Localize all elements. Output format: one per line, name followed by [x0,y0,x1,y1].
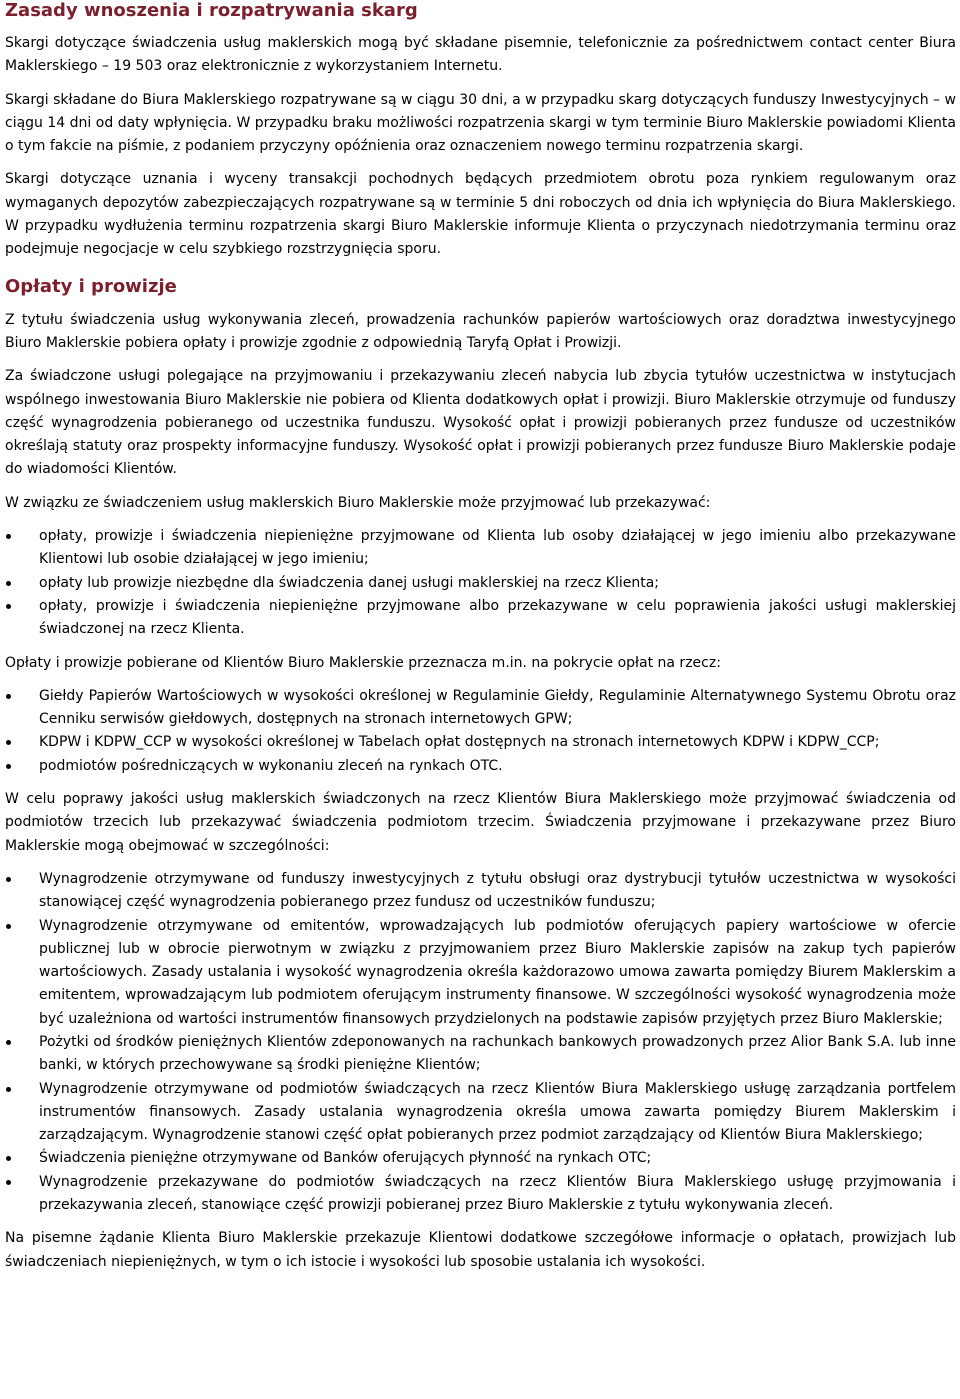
paragraph: Opłaty i prowizje pobierane od Klientów Biuro Maklerskie przeznacza m.in. na pokrycie opłat na rzecz: [5,654,721,671]
list-item: opłaty, prowizje i świadczenia niepieniężne przyjmowane albo przekazywane w celu poprawienia jakości usługi maklerskiej świadczonej na rzecz Klienta. [39,597,956,638]
paragraph: Skargi dotyczące świadczenia usług maklerskich mogą być składane pisemnie, telefonicznie za pośrednictwem contact center Biura Maklerskiego – 19 503 oraz elektronicznie z wykorzystaniem Internetu. [5,35,956,75]
list-item: Świadczenia pieniężne otrzymywane od Banków oferujących płynność na rynkach OTC; [39,1150,652,1167]
list-item: Wynagrodzenie przekazywane do podmiotów świadczących na rzecz Klientów Biura Maklerskiego usługę przyjmowania i przekazywania zleceń, stanowiące część prowizji pobieranej przez Biuro Maklerskie z tytułu wykonywania zleceń. [39,1173,956,1214]
list-item: Wynagrodzenie otrzymywane od podmiotów świadczących na rzecz Klientów Biura Maklerskiego usługę zarządzania portfelem instrumentów finansowych. Zasady ustalania wynagrodzenia określa umowa zawarta pomiędzy Biurem Maklerskim i zarządzającym. Wynagrodzenie stanowi część opłat pobieranych przez podmiot zarządzający od Klientów Biura Maklerskiego; [39,1080,956,1144]
paragraph: W związku ze świadczeniem usług maklerskich Biuro Maklerskie może przyjmować lub przekazywać: [5,494,711,511]
paragraph: Z tytułu świadczenia usług wykonywania zleceń, prowadzenia rachunków papierów wartościowych oraz doradztwa inwestycyjnego Biuro Maklerskie pobiera opłaty i prowizje zgodnie z odpowiednią Taryfą Opłat i Prowizji. [5,311,956,351]
bullet-list [5,525,956,641]
list-item: KDPW i KDPW_CCP w wysokości określonej w Tabelach opłat dostępnych na stronach internetowych KDPW i KDPW_CCP; [39,734,880,751]
list-item: opłaty lub prowizje niezbędne dla świadczenia danej usługi maklerskiej na rzecz Klienta; [39,574,659,591]
section-title-complaints: Zasady wnoszenia i rozpatrywania skarg [5,0,418,21]
bullet-list [5,868,956,1217]
paragraph: Za świadczone usługi polegające na przyjmowaniu i przekazywaniu zleceń nabycia lub zbycia tytułów uczestnictwa w instytucjach wspólnego inwestowania Biuro Maklerskie nie pobiera od Klienta dodatkowych opłat i prowizji. Biuro Maklerskie otrzymuje od funduszy część wynagrodzenia pobieranego od uczestnika funduszu. Wysokość opłat i prowizji pobieranych przez fundusze od uczestników określają statuty oraz prospekty informacyjne funduszy. Wysokość opłat i prowizji pobieranych przez fundusze Biuro Maklerskie podaje do wiadomości Klientów. [5,368,956,478]
list-item: opłaty, prowizje i świadczenia niepieniężne przyjmowane od Klienta lub osoby działającej w jego imieniu albo przekazywane Klientowi lub osobie działającej w jego imieniu; [39,528,956,568]
list-item: podmiotów pośredniczących w wykonaniu zleceń na rynkach OTC. [39,757,503,774]
paragraph: Na pisemne żądanie Klienta Biuro Maklerskie przekazuje Klientowi dodatkowe szczegółowe informacje o opłatach, prowizjach lub świadczeniach niepieniężnych, w tym o ich istocie i wysokości lub sposobie ustalania ich wysokości. [5,1230,956,1270]
list-item: Wynagrodzenie otrzymywane od emitentów, wprowadzających lub podmiotów oferujących papiery wartościowe w ofercie publicznej lub w obrocie pierwotnym w związku z przyjmowaniem przez Biuro Maklerskie zapisów na zakup tych papierów wartościowych. Zasady ustalania i wysokość wynagrodzenia określa każdorazowo umowa zawarta pomiędzy Biurem Maklerskim a emitentem, wprowadzającym lub podmiotem oferującym instrumenty finansowe. W szczególności wysokość wynagrodzenia może być uzależniona od wartości instrumentów finansowych przydzielonych na podstawie zapisów przyjętych przez Biuro Maklerskie; [39,917,956,1027]
section-title-fees: Opłaty i prowizje [5,275,177,297]
paragraph: Skargi składane do Biura Maklerskiego rozpatrywane są w ciągu 30 dni, a w przypadku skarg dotyczących funduszy Inwestycyjnych – w ciągu 14 dni od daty wpłynięcia. W przypadku braku możliwości rozpatrzenia skargi w tym terminie Biuro Maklerskie powiadomi Klienta o tym fakcie na piśmie, z podaniem przyczyny opóźnienia oraz oznaczeniem nowego terminu rozpatrzenia skargi. [5,91,956,155]
bullet-list [5,685,956,778]
list-item: Giełdy Papierów Wartościowych w wysokości określonej w Regulaminie Giełdy, Regulaminie Alternatywnego Systemu Obrotu oraz Cenniku serwisów giełdowych, dostępnych na stronach internetowych GPW; [39,687,956,728]
list-item: Wynagrodzenie otrzymywane od funduszy inwestycyjnych z tytułu obsługi oraz dystrybucji tytułów uczestnictwa w wysokości stanowiącej część wynagrodzenia pobieranego przez fundusz od uczestników funduszu; [39,870,956,911]
paragraph: Skargi dotyczące uznania i wyceny transakcji pochodnych będących przedmiotem obrotu poza rynkiem regulowanym oraz wymaganych depozytów zabezpieczających rozpatrywane są w terminie 5 dni roboczych od dnia ich wpłynięcia do Biura Maklerskiego. W przypadku wydłużenia terminu rozpatrzenia skargi Biuro Maklerskie informuje Klienta o przyczynach niedotrzymania terminu oraz podejmuje negocjacje w celu szybkiego rozstrzygnięcia sporu. [5,171,956,258]
paragraph: W celu poprawy jakości usług maklerskich świadczonych na rzecz Klientów Biura Maklerskiego może przyjmować świadczenia od podmiotów trzecich lub przekazywać świadczenia podmiotom trzecim. Świadczenia przyjmowane i przekazywane przez Biuro Maklerskie mogą obejmować w szczególności: [5,791,956,854]
list-item: Pożytki od środków pieniężnych Klientów zdeponowanych na rachunkach bankowych prowadzonych przez Alior Bank S.A. lub inne banki, w których przechowywane są środki pieniężne Klientów; [39,1033,956,1074]
